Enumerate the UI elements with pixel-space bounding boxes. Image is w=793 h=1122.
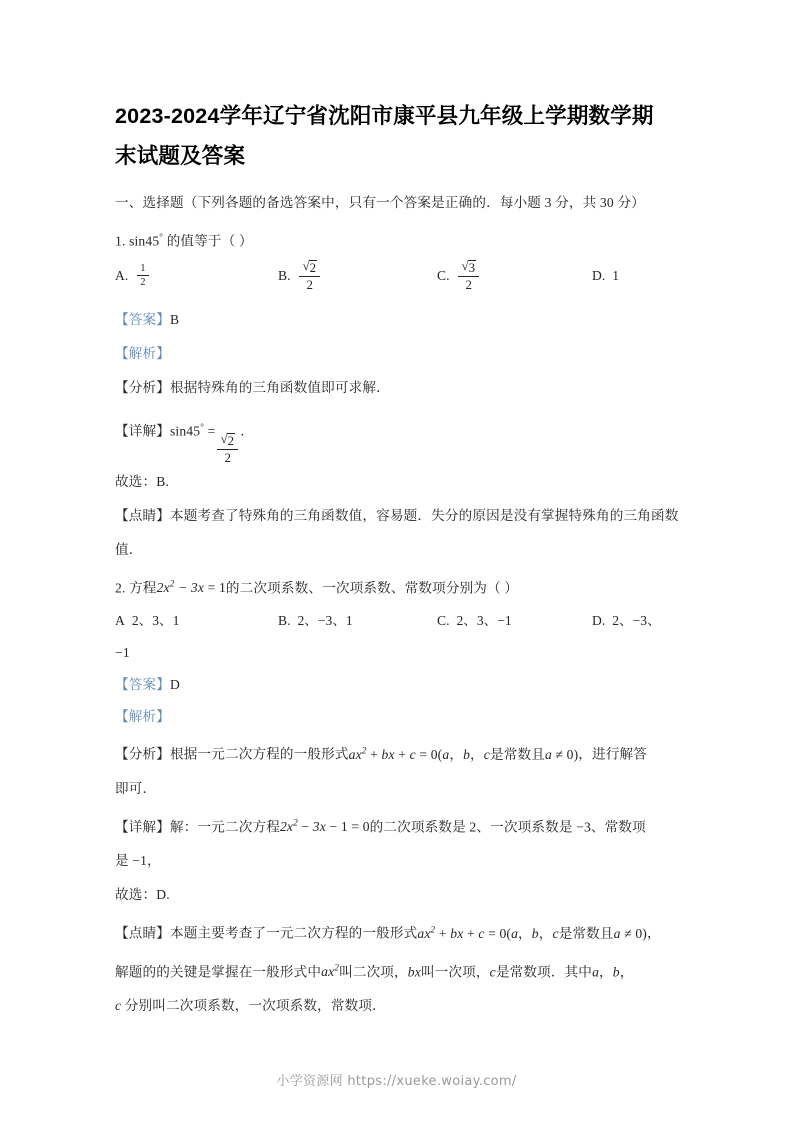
question-2-tip <box>115 912 683 951</box>
option-b-denominator: 2 <box>306 277 313 293</box>
question-2-tip-line3 <box>115 989 683 1023</box>
question-1-stem-text: 的值等于（ ） <box>166 233 253 249</box>
analysis-text-1: 根据一元二次方程的一般形式 <box>169 746 349 762</box>
tip-label: 【点睛】 <box>115 925 170 941</box>
sqrt-icon: √ 3 <box>461 258 476 276</box>
option-d-value: 2、−3、 <box>612 613 661 629</box>
option-b-letter: B. <box>278 267 291 283</box>
tip-line2-a: 解题的的关键是掌握在一般形式中 <box>115 964 322 980</box>
footer-url: https://xueke.woiay.com/ <box>347 1074 517 1089</box>
degree-symbol: ° <box>159 232 164 242</box>
question-2-option-d-wrap: −1 <box>115 645 130 661</box>
question-1-option-d[interactable] <box>592 259 619 293</box>
detail-denominator: 2 <box>224 450 232 466</box>
tip-line2-d: 是常数项．其中 <box>495 964 593 980</box>
option-c-numerator <box>458 259 479 277</box>
answer-label: 【答案】 <box>115 311 170 327</box>
question-1-options <box>115 259 683 303</box>
question-1-detail <box>115 405 683 465</box>
tip-line2-c: 叫一次项， <box>420 964 490 980</box>
option-d-value: 1 <box>612 267 620 283</box>
question-2-choose: 故选：D. <box>115 887 170 903</box>
question-2-detail-cont: 是 −1， <box>115 853 161 869</box>
detail-label: 【详解】 <box>115 423 170 439</box>
tip-text-1: 本题主要考查了一元二次方程的一般形式 <box>169 925 418 941</box>
option-a-letter: A. <box>115 267 129 283</box>
question-1-choose: 故选：B. <box>115 473 169 489</box>
tip-vars: a，b， <box>592 964 634 980</box>
option-a-fraction <box>137 263 148 288</box>
footer-watermark <box>0 1070 793 1089</box>
question-1-number: 1. <box>115 233 126 249</box>
explain-label: 【解析】 <box>115 345 170 361</box>
question-1-option-c[interactable] <box>437 259 481 293</box>
tip-line2-b: 叫二次项， <box>339 964 408 980</box>
question-2-analysis <box>115 733 683 772</box>
sqrt-icon: √ 2 <box>220 431 235 449</box>
option-c-letter: C. <box>437 267 450 283</box>
option-d-letter: D. <box>592 267 606 283</box>
question-2-answer <box>115 669 683 701</box>
document-content <box>115 96 683 1023</box>
analysis-label: 【分析】 <box>115 379 170 395</box>
question-2-analysis-cont: 即可． <box>115 780 157 796</box>
question-2-option-c[interactable] <box>437 605 512 637</box>
tip-line3-text: 分别叫二次项系数，一次项系数，常数项． <box>124 998 386 1014</box>
footer-site-name: 小学资源网 <box>276 1074 343 1089</box>
detail-text-1: 解：一元二次方程 <box>169 819 280 835</box>
detail-equation: $2x^2 - 3x - 1 = 0$ <box>279 817 370 835</box>
option-a-denominator: 2 <box>140 277 146 289</box>
question-2-option-b[interactable] <box>278 605 353 637</box>
tip-bx: bx <box>407 964 421 980</box>
detail-suffix: ． <box>240 423 255 439</box>
detail-equals: = <box>207 423 216 439</box>
answer-value: D <box>169 677 180 693</box>
tip-text-2: ， <box>646 925 661 941</box>
answer-label: 【答案】 <box>115 677 170 693</box>
question-1-option-b[interactable] <box>278 259 322 293</box>
option-c-letter: C. <box>437 613 450 629</box>
question-2-stem-suffix: 的二次项系数、一次项系数、常数项分别为（ ） <box>225 580 519 596</box>
question-2-option-a[interactable] <box>115 605 179 637</box>
degree-symbol: ° <box>200 421 205 432</box>
question-1-stem <box>115 220 683 259</box>
detail-numerator <box>217 432 238 450</box>
tip-c: c <box>489 964 496 980</box>
option-b-fraction <box>299 259 320 291</box>
tip-label: 【点睛】 <box>115 507 170 523</box>
option-c-value: 2、3、−1 <box>456 613 512 629</box>
page-title: 2023-2024学年辽宁省沈阳市康平县九年级上学期数学期末试题及答案 <box>115 104 654 168</box>
question-2-option-d[interactable] <box>592 605 661 637</box>
option-b-letter: B. <box>278 613 291 629</box>
question-2-stem <box>115 567 683 606</box>
option-a-value: 2、3、1 <box>131 613 180 629</box>
question-1-explain-label <box>115 337 683 371</box>
question-2-explain-label <box>115 701 683 733</box>
question-1-expression: sin45 <box>129 233 160 249</box>
question-1-option-a[interactable] <box>115 259 151 293</box>
option-b-value: 2、−3、1 <box>297 613 353 629</box>
detail-expression: sin45 <box>169 423 201 439</box>
detail-fraction <box>217 432 238 464</box>
question-2-equation: $2x^2 - 3x = 1$ <box>156 578 226 596</box>
question-1-tip <box>115 499 683 567</box>
section-heading: 一、选择题（下列各题的备选答案中，只有一个答案是正确的．每小题 3 分，共 30 分） <box>115 195 645 210</box>
option-a-numerator: 1 <box>137 263 148 276</box>
answer-value: B <box>169 311 180 327</box>
question-2-tip-line2 <box>115 951 683 990</box>
tip-ax2: $ax^2$ <box>321 962 340 980</box>
option-c-denominator: 2 <box>465 277 472 293</box>
option-b-numerator <box>299 259 320 277</box>
tip-text: 本题考查了特殊角的三角函数值，容易题．失分的原因是没有掌握特殊角的三角函数值． <box>115 507 679 557</box>
option-a-letter: A <box>115 613 125 629</box>
sqrt-icon: √ 2 <box>302 258 317 276</box>
analysis-label: 【分析】 <box>115 746 170 762</box>
question-2-options <box>115 605 683 637</box>
question-2-stem-prefix: 方程 <box>129 580 157 596</box>
analysis-text: 根据特殊角的三角函数值即可求解． <box>169 379 390 395</box>
question-2-detail <box>115 806 683 845</box>
tip-line3-c: c <box>115 998 122 1014</box>
tip-formula: $ax^2$ + bx + c = 0(a，b，c是常数且a ≠ 0) <box>417 924 647 941</box>
option-d-letter: D. <box>592 613 606 629</box>
option-c-fraction <box>458 259 479 291</box>
question-1-analysis <box>115 371 683 405</box>
analysis-formula: $ax^2$ + bx + c = 0(a，b，c是常数且a ≠ 0) <box>348 745 579 762</box>
detail-text-2: 的二次项系数是 2、一次项系数是 −3、常数项 <box>369 819 646 835</box>
explain-label: 【解析】 <box>115 709 170 725</box>
analysis-text-2: ，进行解答 <box>578 746 647 762</box>
question-1-answer <box>115 303 683 337</box>
question-2-number: 2. <box>115 580 126 596</box>
detail-label: 【详解】 <box>115 819 170 835</box>
